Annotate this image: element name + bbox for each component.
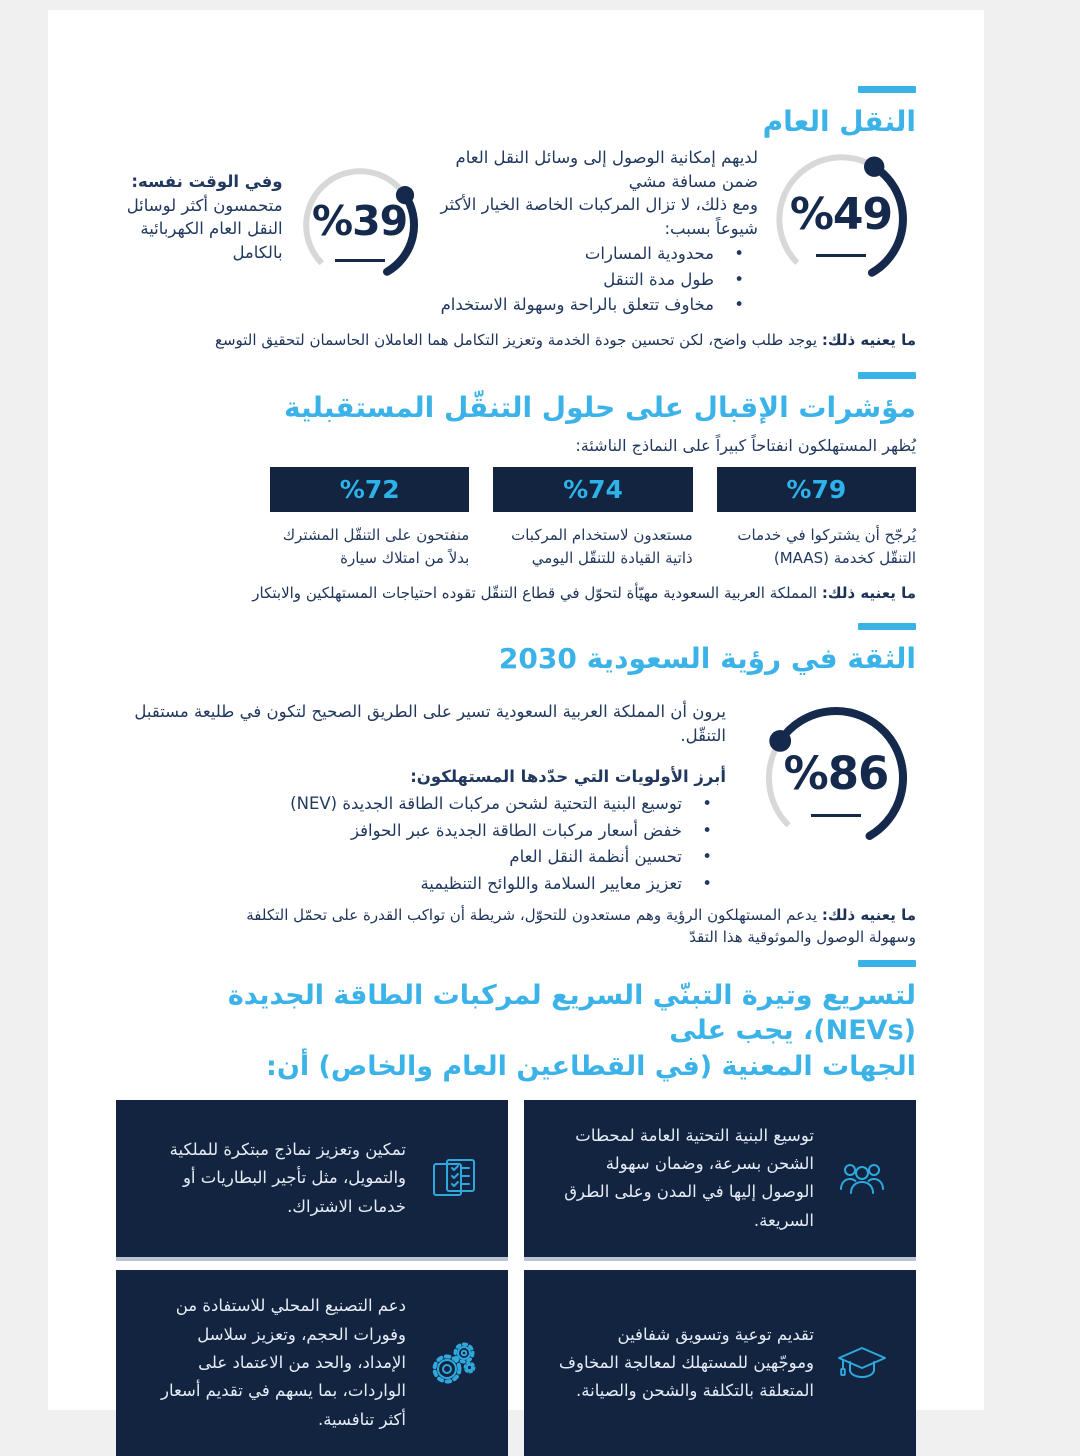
stat-bar	[717, 467, 916, 512]
document-page	[48, 10, 984, 1429]
meanwhile-text-block	[116, 170, 283, 264]
stat-maas	[717, 467, 916, 569]
insight-text: يدعم المستهلكون الرؤية وهم مستعدون للتحوّل، شريطة أن تواكب القدرة على تحمّل التكلفة	[246, 905, 818, 924]
gauge-value: %39	[312, 196, 408, 245]
stat-caption-line: بدلاً من امتلاك سيارة	[340, 548, 470, 567]
gears-icon	[428, 1340, 480, 1386]
insight-public-transport	[116, 330, 916, 352]
priorities-label: أبرز الأولويات التي حدّدها المستهلكون:	[410, 767, 726, 787]
meanwhile-line: بالكامل	[232, 242, 283, 262]
insight-future-mobility	[116, 583, 916, 605]
gauge-vision-86	[756, 698, 916, 858]
gauge-underline	[335, 259, 385, 262]
access-line: ضمن مسافة مشي	[628, 171, 758, 191]
stat-caption-line: يُرجّح أن يشتركوا في خدمات	[737, 526, 916, 545]
access-line: ومع ذلك، لا تزال المركبات الخاصة الخيار الأكثر	[440, 195, 758, 215]
section-accent-bar	[858, 86, 916, 93]
stat-caption-line: مستعدون لاستخدام المركبات	[511, 526, 693, 545]
insight-line	[116, 905, 916, 927]
public-transport-row	[116, 144, 916, 316]
checklist-icon	[428, 1157, 480, 1199]
graduation-cap-icon	[836, 1344, 888, 1382]
insight-text: يوجد طلب واضح، لكن تحسين جودة الخدمة وتعزيز التكامل هما العاملان الحاسمان لتحقيق التوسع	[214, 331, 818, 350]
section-accent-bar	[858, 960, 916, 967]
stat-value: %79	[786, 475, 847, 505]
insight-vision	[116, 905, 916, 949]
insight-label: ما يعنيه ذلك:	[821, 905, 916, 924]
insight-label: ما يعنيه ذلك:	[821, 584, 916, 603]
stat-value: %74	[563, 475, 623, 505]
vision-row	[116, 698, 916, 897]
priority-item: • خفض أسعار مركبات الطاقة الجديدة عبر الحوافز	[116, 819, 726, 844]
priority-item: • تحسين أنظمة النقل العام	[116, 845, 726, 870]
card-text: دعم التصنيع المحلي للاستفادة من وفورات الحجم، وتعزيز سلاسل الإمداد، والحد من الاعتماد على الواردات، بما يسهم في تقديم أسعار أكثر تنافسية.	[161, 1296, 406, 1429]
insight-line: وسهولة الوصول والموثوقية هذا التقدّ	[689, 927, 916, 946]
section-accent-bar	[858, 623, 916, 630]
card-consumer-education	[524, 1270, 916, 1456]
bullet-item: • محدودية المسارات	[429, 242, 758, 265]
card-local-manufacturing	[116, 1270, 508, 1456]
gauge-electric-39	[293, 158, 427, 292]
card-text: تمكين وتعزيز نماذج مبتكرة للملكية والتمويل، مثل تأجير البطاريات أو خدمات الاشتراك.	[169, 1139, 406, 1216]
gauge-underline	[816, 254, 866, 257]
stat-caption	[717, 524, 916, 569]
gauge-underline	[811, 814, 861, 817]
access-line: شيوعاً بسبب:	[664, 218, 758, 238]
card-text: توسيع البنية التحتية العامة لمحطات الشحن بسرعة، وضمان سهولة الوصول إليها في المدن وعلى الطرق السريعة.	[564, 1125, 814, 1230]
vision-paragraph: يرون أن المملكة العربية السعودية تسير على الطريق الصحيح لتكون في طليعة مستقبل التنقّل.	[134, 701, 726, 746]
stats-row	[270, 467, 916, 569]
stat-bar	[270, 467, 469, 512]
people-group-icon	[836, 1158, 888, 1198]
section-title-nev	[116, 978, 916, 1083]
section-title-vision-2030: الثقة في رؤية السعودية 2030	[498, 642, 916, 676]
meanwhile-line: متحمسون أكثر لوسائل	[126, 195, 283, 215]
insight-text: المملكة العربية السعودية مهيّأة لتحوّل في قطاع التنقّل تقوده احتياجات المستهلكين والابتكار	[252, 584, 818, 603]
priority-item: • تعزيز معايير السلامة واللوائح التنظيمية	[116, 872, 726, 897]
meanwhile-line: النقل العام الكهربائية	[140, 219, 283, 239]
gauge-label	[766, 144, 916, 294]
access-bullet-list	[429, 242, 758, 316]
stat-caption-line: التنقّل كخدمة (MAAS)	[773, 548, 916, 567]
access-text-block	[429, 146, 758, 316]
meanwhile-label: وفي الوقت نفسه:	[131, 172, 283, 192]
vision-text-block	[116, 700, 726, 897]
section-title-public-transport: النقل العام	[762, 105, 916, 138]
bullet-item: • مخاوف تتعلق بالراحة وسهولة الاستخدام	[429, 293, 758, 316]
stat-shared-mobility	[270, 467, 469, 569]
nev-title-line: الجهات المعنية (في القطاعين العام والخاص) أن:	[266, 1050, 916, 1082]
priority-item: • توسيع البنية التحتية لشحن مركبات الطاقة الجديدة (NEV)	[116, 792, 726, 817]
stat-autonomous	[493, 467, 692, 569]
future-mobility-intro: يُظهر المستهلكون انفتاحاً كبيراً على النماذج الناشئة:	[575, 436, 916, 456]
gauge-access-49	[766, 144, 916, 294]
nev-cards-grid	[116, 1100, 916, 1456]
nev-title-line: لتسريع وتيرة التبنّي السريع لمركبات الطاقة الجديدة (NEVs)، يجب على	[227, 980, 916, 1047]
gauge-value: %86	[783, 746, 889, 800]
card-ownership-models	[116, 1100, 508, 1258]
stat-bar	[493, 467, 692, 512]
gauge-value: %49	[789, 189, 893, 241]
section-title-future-mobility: مؤشرات الإقبال على حلول التنقّل المستقبلية	[283, 391, 916, 425]
stat-caption-line: منفتحون على التنقّل المشترك	[282, 526, 470, 545]
stat-caption	[270, 524, 469, 569]
gauge-label	[756, 698, 916, 858]
access-line: لديهم إمكانية الوصول إلى وسائل النقل العام	[455, 148, 758, 168]
gauge-label	[293, 158, 427, 292]
card-text: تقديم توعية وتسويق شفافين وموجّهين للمستهلك لمعالجة المخاوف المتعلقة بالتكلفة والشحن والصيانة.	[558, 1324, 814, 1401]
card-charging-infrastructure	[524, 1100, 916, 1258]
section-accent-bar	[858, 372, 916, 379]
priorities-list	[116, 792, 726, 897]
stat-caption-line: ذاتية القيادة للتنقّل اليومي	[531, 548, 693, 567]
stat-value: %72	[339, 475, 400, 505]
stat-caption	[493, 524, 692, 569]
bullet-item: • طول مدة التنقل	[429, 268, 758, 291]
insight-label: ما يعنيه ذلك:	[821, 331, 916, 350]
